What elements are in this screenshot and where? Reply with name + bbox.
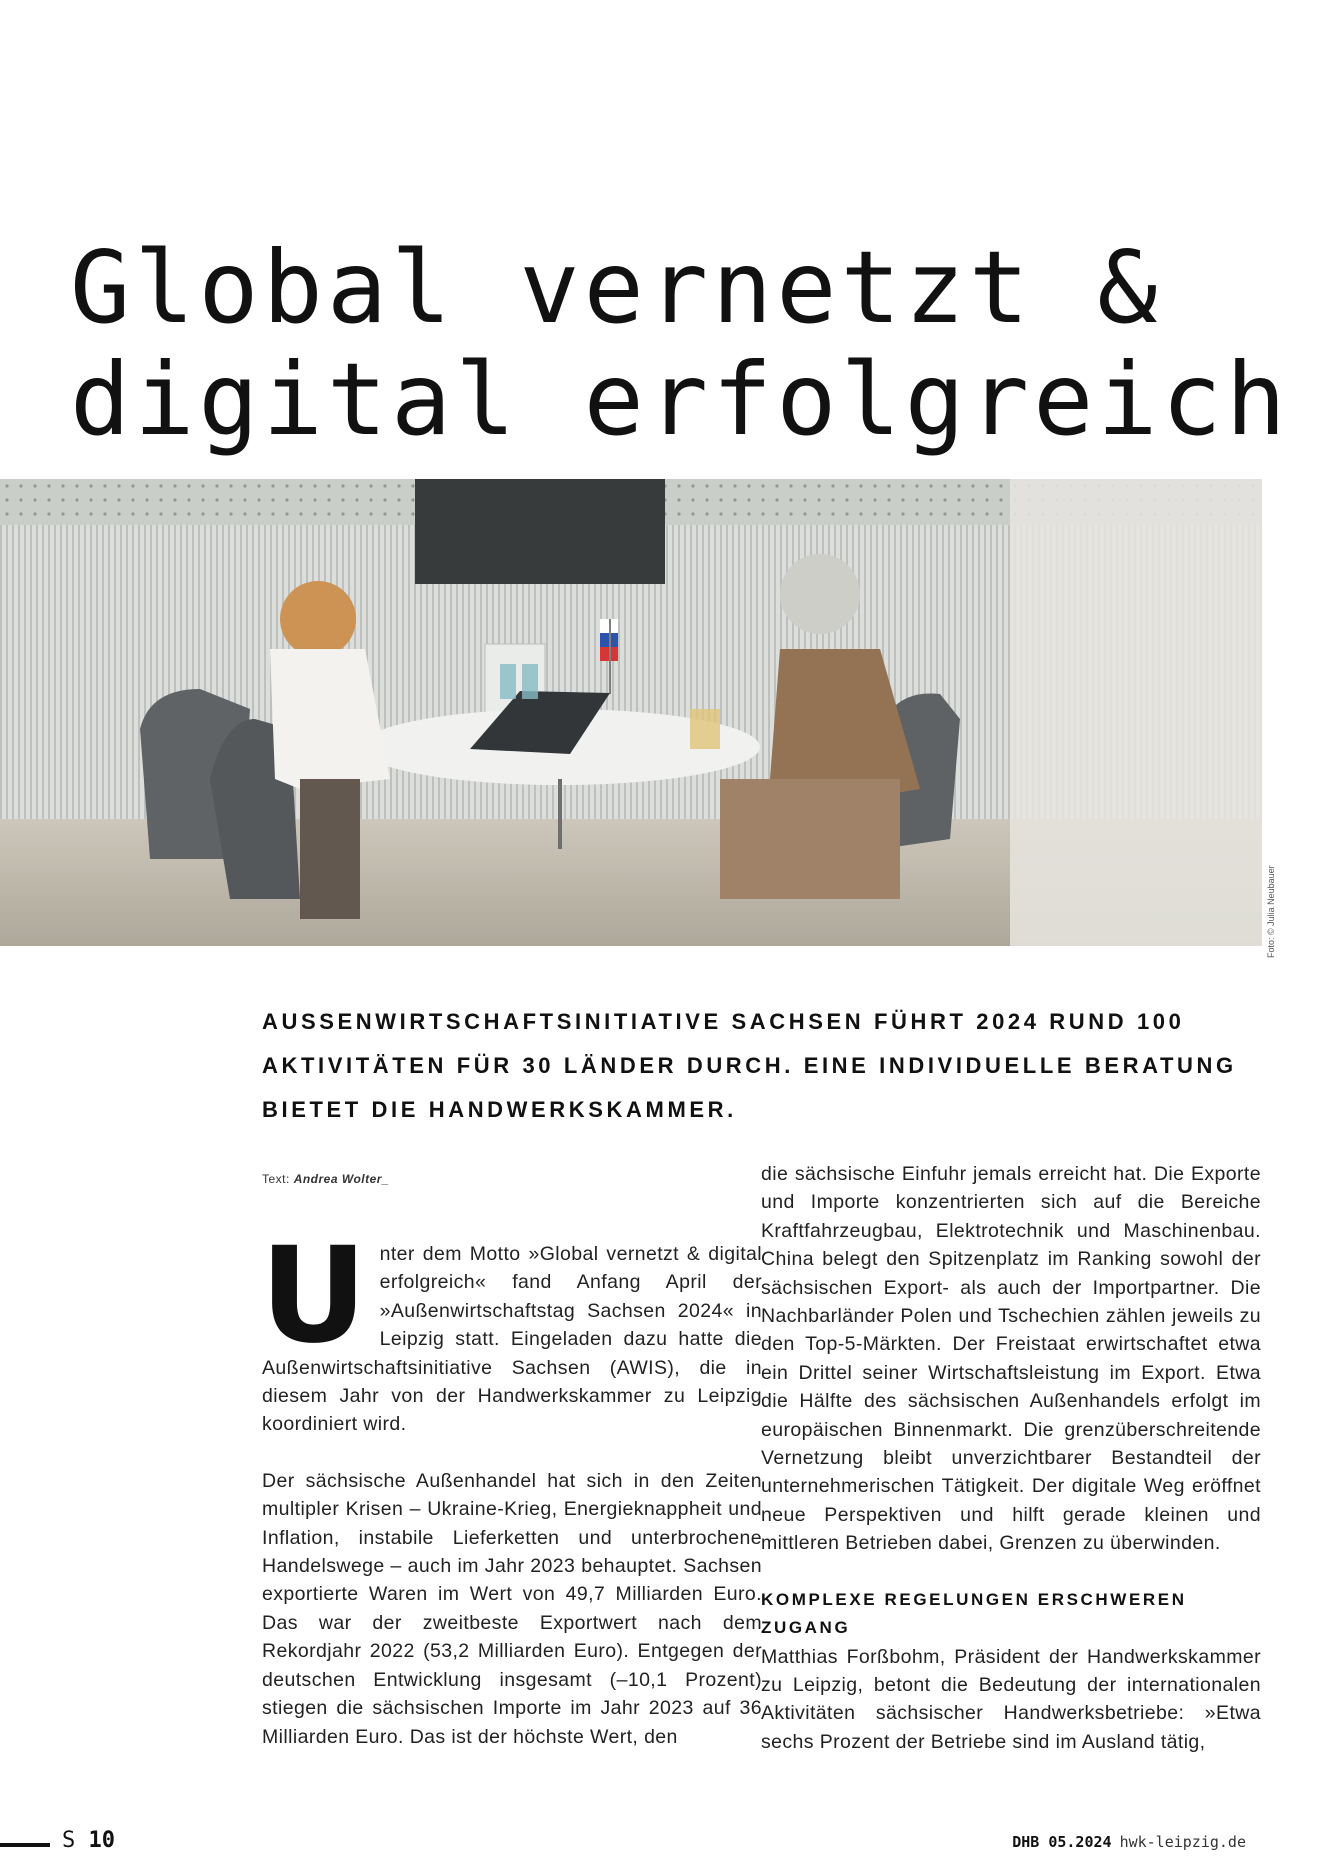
paragraph-intro (260, 1219, 762, 1439)
page-number-value: 10 (88, 1828, 115, 1853)
page-prefix: S (62, 1828, 76, 1853)
paragraph-1: nter dem Motto »Global vernetzt & digital erfolgreich« fand Anfang April der »Außenwirtschaftstag Sachsen 2024« in Leipzig statt. Eingeladen dazu hatte die Außenwirtschaftsinitiative Sachsen (AWIS), die in diesem Jahr von der Handwerkskammer zu Leipzig koordiniert wird. (262, 1243, 762, 1436)
footer-meta (1012, 1833, 1246, 1851)
byline-author: Andrea Wolter_ (293, 1172, 390, 1186)
dropcap: U (260, 1219, 368, 1373)
byline (262, 1172, 389, 1186)
photo-credit: Foto: © Julia Neubauer (1266, 865, 1276, 958)
section-heading: KOMPLEXE REGELUNGEN ERSCHWEREN ZUGANG (761, 1589, 1187, 1638)
article-column-right (761, 1160, 1261, 1784)
website-link[interactable]: hwk-leipzig.de (1119, 1833, 1246, 1851)
article-subheadline: AUSSENWIRTSCHAFTSINITIATIVE SACHSEN FÜHRT 2024 RUND 100 AKTIVITÄTEN FÜR 30 LÄNDER DURCH. EINE INDIVIDUELLE BERATUNG BIETET DIE HANDWERKSKAMMER. (262, 1009, 1237, 1122)
page-number (62, 1828, 115, 1853)
paragraph-3: die sächsische Einfuhr jemals erreicht hat. Die Exporte und Importe konzentrierten sich auf die Bereiche Kraftfahrzeugbau, Elektrotechnik und Maschinenbau. China belegt den Spitzenplatz im Ranking sowohl der sächsischen Export- als auch der Importpartner. Die Nachbarländer Polen und Tschechien zählen jeweils zu den Top-5-Märkten. Der Freistaat erwirtschaftet etwa ein Drittel seiner Wirtschaftsleistung im Export. Etwa die Hälfte des sächsischen Außenhandels erfolgt im europäischen Binnenmarkt. Die grenzüberschreitende Vernetzung bleibt unverzichtbarer Bestandteil der unternehmerischen Tätigkeit. Der digitale Weg eröffnet neue Perspektiven und hilft gerade kleinen und mittleren Betrieben dabei, Grenzen zu überwinden. (761, 1163, 1261, 1555)
paragraph-2: Der sächsische Außenhandel hat sich in den Zeiten multipler Krisen – Ukraine-Krieg, Energieknappheit und Inflation, instabile Lieferketten und unterbrochene Handelswege – auch im Jahr 2023 behauptet. Sachsen exportierte Waren im Wert von 49,7 Milliarden Euro. Das war der zweitbeste Exportwert nach dem Rekordjahr 2022 (53,2 Milliarden Euro). Entgegen der deutschen Entwicklung insgesamt (–10,1 Prozent) stiegen die sächsischen Importe im Jahr 2023 auf 36 Milliarden Euro. Das ist der höchste Wert, den (262, 1469, 762, 1748)
paragraph-4: Matthias Forßbohm, Präsident der Handwerkskammer zu Leipzig, betont die Bedeutung der internationalen Aktivitäten sächsischer Handwerksbetriebe: »Etwa sechs Prozent der Betriebe sind im Ausland tätig, (761, 1645, 1261, 1753)
footer-rule (0, 1843, 50, 1847)
article-column-left (260, 1219, 762, 1779)
article-photo (0, 479, 1262, 946)
byline-prefix: Text: (262, 1172, 294, 1186)
issue-label: DHB 05.2024 (1012, 1833, 1112, 1851)
article-headline: Global vernetzt & digital erfolgreich (70, 229, 1290, 458)
